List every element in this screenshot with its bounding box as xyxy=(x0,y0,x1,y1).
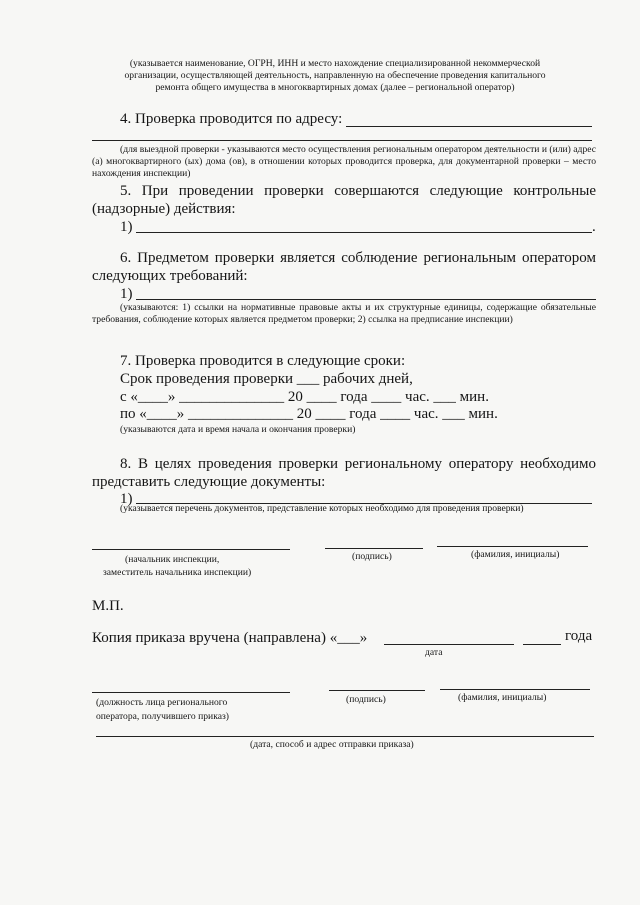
inspector-name-line xyxy=(437,546,588,547)
section-7-from: с «____» ______________ 20 ____ года ____ час. ___ мин. xyxy=(120,389,489,405)
section-6-line-1: 6. Предметом проверки является соблюдение региональным оператором xyxy=(120,250,596,266)
recipient-name-label: (фамилия, инициалы) xyxy=(458,692,547,703)
section-7-duration: Срок проведения проверки ___ рабочих дней, xyxy=(120,371,413,387)
inspector-role-label-1: (начальник инспекции, xyxy=(125,554,220,565)
header-note-line-3: ремонта общего имущества в многоквартирных домах (далее – региональной оператор) xyxy=(155,82,515,93)
section-5-item-number: 1) xyxy=(120,219,133,235)
section-4-note: (для выездной проверки - указываются место осуществления региональным оператором деятельности и (или) адрес (а) многоквартирного (ых) дома (ов), в отношении которых проводится проверка, для документарной проверки – место нахождения инспекции) xyxy=(92,144,596,179)
inspector-role-line xyxy=(92,549,290,550)
section-5-item-line xyxy=(136,232,592,233)
section-6-line-2: следующих требований: xyxy=(92,268,248,284)
copy-date-label: дата xyxy=(425,647,443,658)
section-7-to: по «____» ______________ 20 ____ года ____ час. ___ мин. xyxy=(120,406,498,422)
section-6-note: (указываются: 1) ссылки на нормативные правовые акты и их структурные единицы, содержащие обязательные требования, соблюдение которых является предметом проверки; 2) ссылка на предписание инспекции) xyxy=(92,302,596,325)
address-field-line xyxy=(346,126,592,127)
section-7-title: 7. Проверка проводится в следующие сроки: xyxy=(120,353,406,369)
dispatch-line xyxy=(96,736,594,737)
section-8-note: (указывается перечень документов, представление которых необходимо для проведения проверки) xyxy=(120,503,524,514)
inspector-signature-label: (подпись) xyxy=(352,551,392,562)
section-4-text: 4. Проверка проводится по адресу: xyxy=(120,111,343,127)
section-5-line-2: (надзорные) действия: xyxy=(92,201,236,217)
recipient-signature-line xyxy=(329,690,425,691)
recipient-role-line xyxy=(92,692,290,693)
recipient-role-label-2: оператора, получившего приказ) xyxy=(96,711,229,722)
address-field-line-2 xyxy=(92,140,592,141)
section-7-note: (указываются дата и время начала и окончания проверки) xyxy=(120,424,356,435)
stamp-place: М.П. xyxy=(92,598,124,614)
section-6-item-line xyxy=(136,299,596,300)
copy-year-line xyxy=(523,644,561,645)
copy-delivered-text: Копия приказа вручена (направлена) «___» xyxy=(92,630,368,646)
section-6-item-number: 1) xyxy=(120,286,133,302)
recipient-signature-label: (подпись) xyxy=(346,694,386,705)
section-8-line-1: 8. В целях проведения проверки региональному оператору необходимо xyxy=(120,456,596,472)
inspector-name-label: (фамилия, инициалы) xyxy=(471,549,560,560)
section-8-item-number: 1) xyxy=(120,491,133,507)
header-note-line-1: (указывается наименование, ОГРН, ИНН и место нахождение специализированной некоммерческой xyxy=(129,58,541,69)
inspector-signature-line xyxy=(325,548,423,549)
section-8-line-2: представить следующие документы: xyxy=(92,474,326,490)
copy-year-word: года xyxy=(565,628,593,644)
copy-date-line xyxy=(384,644,514,645)
dispatch-note: (дата, способ и адрес отправки приказа) xyxy=(250,739,414,750)
recipient-role-label-1: (должность лица регионального xyxy=(96,697,228,708)
inspector-role-label-2: заместитель начальника инспекции) xyxy=(103,567,252,578)
recipient-name-line xyxy=(440,689,590,690)
header-note-line-2: организации, осуществляющей деятельность, направленную на обеспечение проведения капитального xyxy=(124,70,546,81)
section-5-line-1: 5. При проведении проверки совершаются следующие контрольные xyxy=(120,183,596,199)
section-5-item-end: . xyxy=(592,219,596,235)
